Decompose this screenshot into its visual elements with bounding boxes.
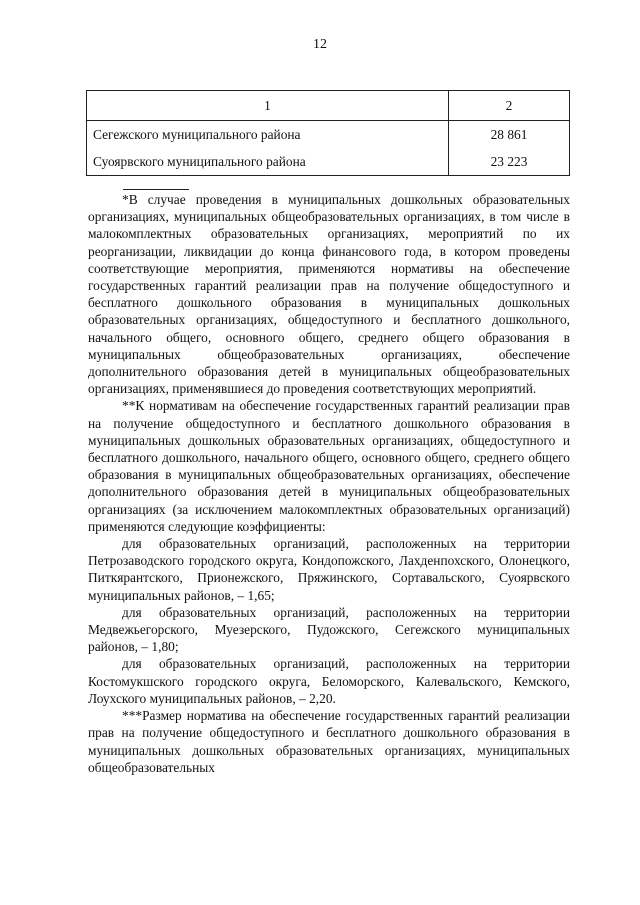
table-header-row [87,91,570,121]
page-number: 12 [313,37,327,52]
value-cell: 23 223 [449,148,570,176]
coefficient-item-1: для образовательных организаций, расположенных на территории Петрозаводского городского округа, Кондопожского, Лахденпохского, Олонецкого, Питкярантского, Прионежского, Пряжинского, Сортавальского, Суоярвского муниципальных районов, – 1,65; [88,536,570,603]
footnotes-block [88,191,570,776]
coefficient-item-2: для образовательных организаций, расположенных на территории Медвежьегорского, Муезерского, Пудожского, Сегежского муниципальных районов, – 1,80; [88,604,570,655]
column-header-1: 1 [87,91,449,121]
footnote-2: **К нормативам на обеспечение государственных гарантий реализации прав на получение общедоступного и бесплатного дошкольного образования в муниципальных дошкольных образовательных организациях, общедоступного и бесплатного дошкольного, начального общего, основного общего, среднего общего образования в муниципальных общеобразовательных организациях, обеспечение дополнительного образования детей в муниципальных общеобразовательных организациях (за исключением малокомплектных образовательных организаций) применяются следующие коэффициенты: [88,398,570,534]
column-header-2: 2 [449,91,570,121]
district-name-cell: Сегежского муниципального района [87,121,449,149]
municipal-norms-table [86,90,570,176]
value-cell: 28 861 [449,121,570,149]
table-row [87,121,570,149]
footnote-separator [123,189,189,190]
coefficient-item-3: для образовательных организаций, расположенных на территории Костомукшского городского округа, Беломорского, Калевальского, Кемского, Лоухского муниципальных районов, – 2,20. [88,656,570,706]
footnote-1: *В случае проведения в муниципальных дошкольных образовательных организациях, муниципальных общеобразовательных организациях, в том числе в малокомплектных образовательных организациях, мероприятий по их реорганизации, ликвидации до конца финансового года, в котором проведены соответствующие мероприятия, применяются нормативы на обеспечение государственных гарантий реализации прав на получение общедоступного и бесплатного дошкольного образования в муниципальных дошкольных образовательных организациях, общедоступного и бесплатного дошкольного, начального общего, основного общего, среднего общего образования в муниципальных общеобразовательных организациях, обеспечение дополнительного образования детей в муниципальных общеобразовательных организациях, применявшиеся до проведения соответствующих мероприятий. [88,192,570,397]
table-row [87,148,570,176]
district-name-cell: Суоярвского муниципального района [87,148,449,176]
footnote-3: ***Размер норматива на обеспечение государственных гарантий реализации прав на получение общедоступного и бесплатного дошкольного образования в муниципальных дошкольных образовательных организациях, муниципальных общеобразовательных [88,708,570,775]
